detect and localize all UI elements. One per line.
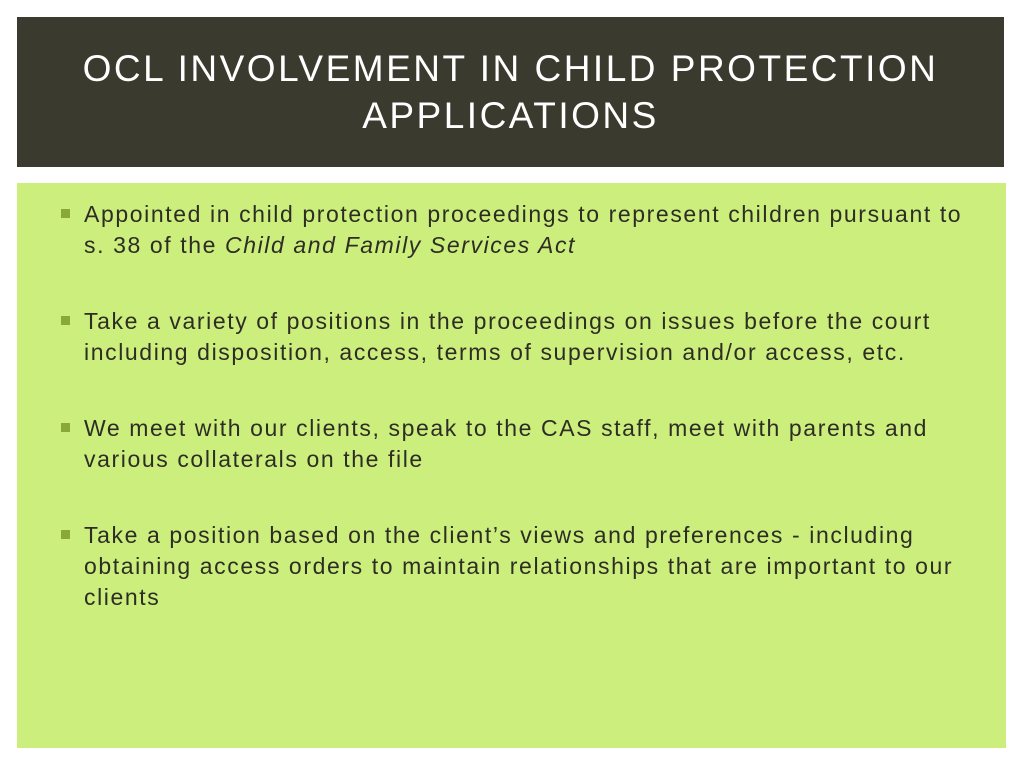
bullet-text: We meet with our clients, speak to the CAS staff, meet with parents and various collaterals on the file [84, 415, 928, 472]
bullet-item-meetings [57, 413, 972, 475]
content-panel [17, 183, 1006, 748]
bullet-text: Take a position based on the client’s views and preferences - including obtaining access orders to maintain relationships that are important to our clients [84, 522, 954, 610]
act-name: Child and Family Services Act [225, 232, 577, 258]
square-bullet-icon [61, 530, 70, 539]
bullet-text: Appointed in child protection proceedings to represent children pursuant to s. 38 of the [84, 201, 963, 258]
square-bullet-icon [61, 209, 70, 218]
bullet-item-positions [57, 306, 972, 368]
bullet-item-client-views [57, 520, 972, 613]
bullet-list [57, 199, 972, 658]
bullet-text: Take a variety of positions in the proceedings on issues before the court including disposition, access, terms of supervision and/or access, etc. [84, 308, 931, 365]
bullet-item-appointed [57, 199, 972, 261]
square-bullet-icon [61, 423, 70, 432]
square-bullet-icon [61, 316, 70, 325]
title-bar [17, 17, 1004, 167]
slide-title: OCL INVOLVEMENT IN CHILD PROTECTION APPLICATIONS [82, 48, 939, 136]
